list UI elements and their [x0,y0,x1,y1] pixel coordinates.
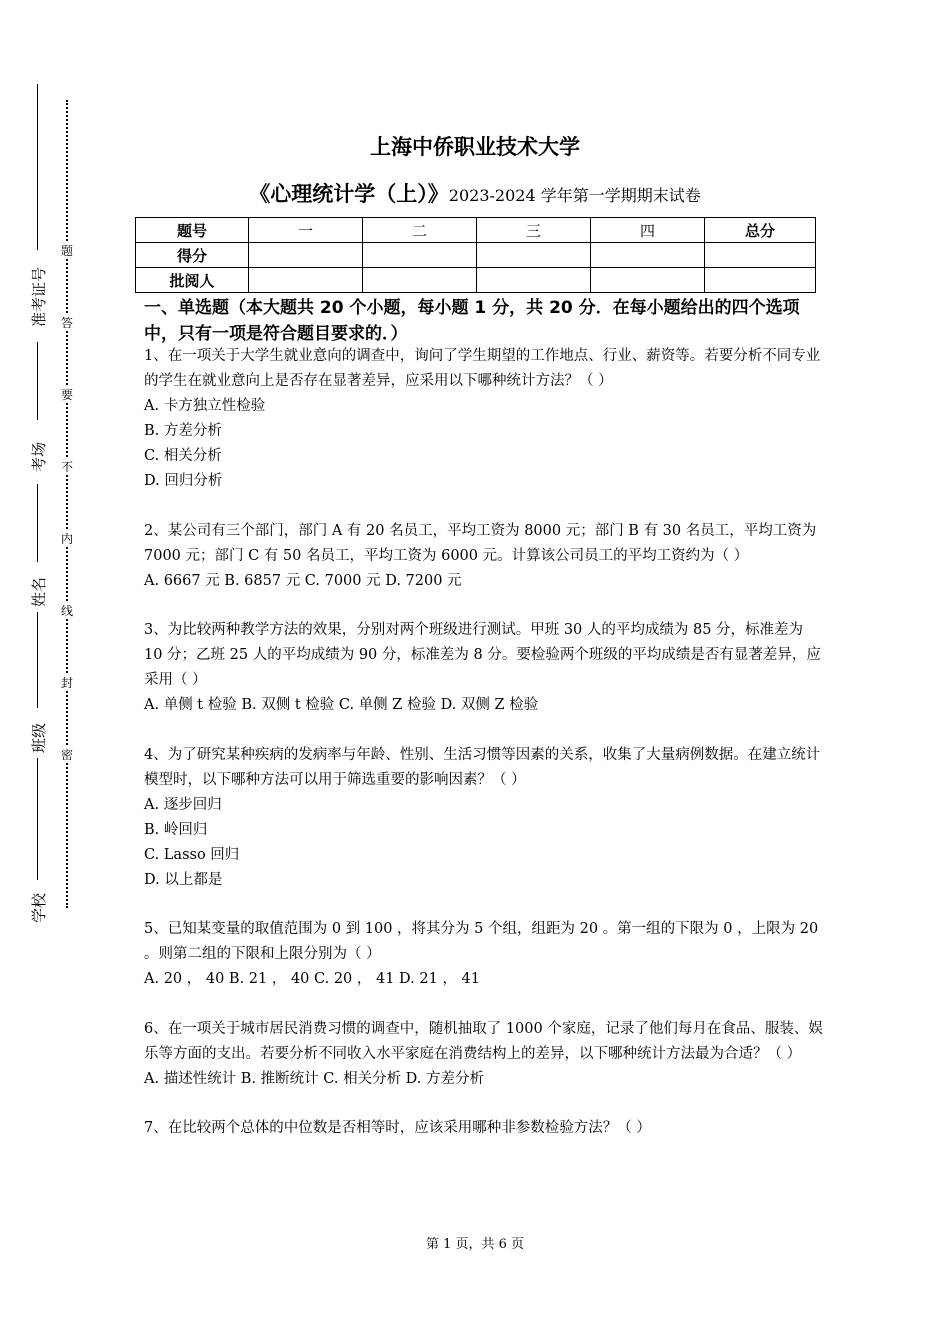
question-stem: 1、在一项关于大学生就业意向的调查中，询问了学生期望的工作地点、行业、薪资等。若要分析不同专业的学生在就业意向上是否存在显著差异，应采用以下哪种统计方法？（ ） [144,348,821,389]
question-4 [144,743,824,893]
option-line[interactable]: A. 描述性统计 B. 推断统计 C. 相关分析 D. 方差分析 [144,1070,485,1087]
option[interactable]: B. 方差分析 [144,423,222,439]
question-stem: 4、为了研究某种疾病的发病率与年龄、性别、生活习惯等因素的关系，收集了大量病例数据。在建立统计模型时，以下哪种方法可以用于筛选重要的影响因素？（ ） [144,746,821,788]
section-heading: 一、单选题（本大题共 20 个小题，每小题 1 分，共 20 分．在每小题给出的四个选项中，只有一项是符合题目要求的．） [144,298,800,344]
school-label: 学校 [30,892,48,923]
question-2 [144,519,824,594]
score-cell[interactable] [363,243,477,268]
option-line[interactable]: A. 6667 元 B. 6857 元 C. 7000 元 D. 7200 元 [144,572,462,589]
col-header: 一 [249,218,363,243]
seal-char: 线 [60,604,73,618]
question-1 [144,344,824,494]
col-header: 二 [363,218,477,243]
grader-row [136,268,816,293]
col-header: 四 [591,218,705,243]
grader-cell[interactable] [363,268,477,293]
grader-cell[interactable] [477,268,591,293]
question-stem: 3、为比较两种教学方法的效果，分别对两个班级进行测试。甲班 30 人的平均成绩为 85 分，标准差为 10 分；乙班 25 人的平均成绩为 90 分，标准差为 8 分。要检验两个班级的平均成绩是否有显著差异，应采用（ ） [144,622,821,688]
row-label: 得分 [136,243,249,268]
seal-char: 不 [60,460,73,474]
option[interactable]: C. 相关分析 [144,448,222,464]
option[interactable]: A. 逐步回归 [144,796,222,813]
col-header: 总分 [705,218,816,243]
question-stem: 6、在一项关于城市居民消费习惯的调查中，随机抽取了 1000 个家庭，记录了他们每月在食品、服装、娱乐等方面的支出。若要分析不同收入水平家庭在消费结构上的差异，以下哪种统计方法最为合适？（ ） [144,1020,823,1062]
page-number: 第 1 页，共 6 页 [425,1237,525,1252]
option[interactable]: D. 回归分析 [144,473,223,489]
binding-line [37,84,38,924]
option-line[interactable]: A. 20 ， 40 B. 21 ， 40 C. 20 ， 41 D. 21 ， 41 [144,971,480,987]
exam-id-label: 准考证号 [30,266,48,327]
seal-char: 密 [60,748,73,762]
grader-cell[interactable] [591,268,705,293]
class-label: 班级 [30,722,48,753]
grader-cell[interactable] [705,268,816,293]
seal-char: 要 [60,388,73,402]
exam-subtitle [0,178,950,208]
question-list [144,344,824,1141]
row-label: 批阅人 [136,268,249,293]
question-stem: 5、已知某变量的取值范围为 0 到 100 ，将其分为 5 个组，组距为 20 。第一组的下限为 0 ，上限为 20 。则第二组的下限和上限分别为（ ） [144,921,819,962]
seal-char: 题 [60,244,73,258]
grader-cell[interactable] [249,268,363,293]
seal-line [66,100,68,908]
question-6 [144,1017,824,1092]
question-7 [144,1116,824,1141]
score-cell[interactable] [477,243,591,268]
exam-room-label: 考场 [30,441,48,472]
score-cell[interactable] [591,243,705,268]
option-line[interactable]: A. 单侧 t 检验 B. 双侧 t 检验 C. 单侧 Z 检验 D. 双侧 Z 检验 [144,697,539,713]
option[interactable]: B. 岭回归 [144,821,208,838]
option[interactable]: D. 以上都是 [144,871,223,888]
seal-char: 内 [60,532,73,546]
option[interactable]: C. Lasso 回归 [144,846,240,863]
question-5 [144,917,824,992]
col-header: 题号 [136,218,249,243]
score-table [135,217,816,293]
score-row [136,243,816,268]
score-cell[interactable] [249,243,363,268]
option[interactable]: A. 卡方独立性检验 [144,398,266,414]
university-title: 上海中侨职业技术大学 [370,135,580,159]
name-label: 姓名 [30,576,48,607]
question-3 [144,618,824,718]
term-label: 2023-2024 学年第一学期期末试卷 [448,186,701,205]
col-header: 三 [477,218,591,243]
question-stem: 7、在比较两个总体的中位数是否相等时，应该采用哪种非参数检验方法？（ ） [144,1120,651,1136]
question-stem: 2、某公司有三个部门，部门 A 有 20 名员工，平均工资为 8000 元；部门 B 有 30 名员工，平均工资为 7000 元；部门 C 有 50 名员工，平均工资为 6000 元。计算该公司员工的平均工资约为（ ） [144,522,817,564]
seal-char: 答 [60,316,73,330]
score-table-header-row [136,218,816,243]
course-name: 《心理统计学（上）》 [249,182,449,206]
score-cell[interactable] [705,243,816,268]
seal-char: 封 [60,676,73,690]
